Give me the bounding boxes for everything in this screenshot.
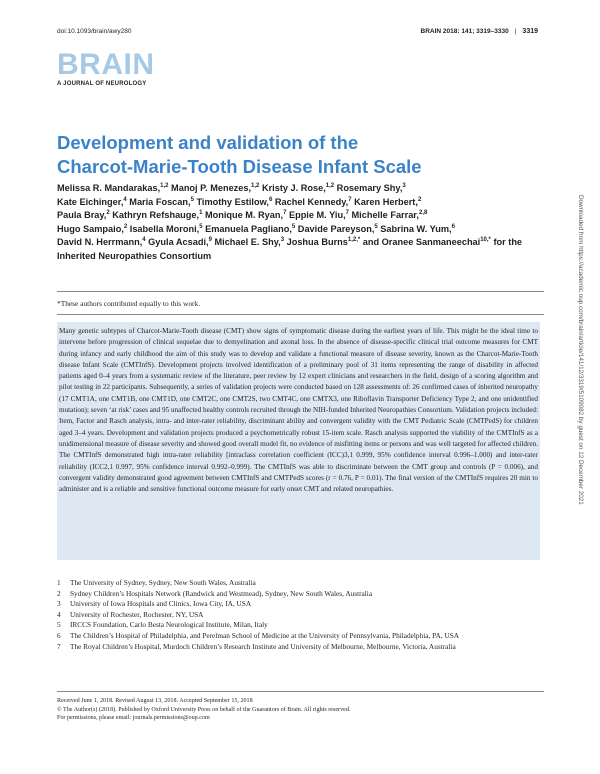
journal-name: BRAIN [57,48,155,81]
affiliation-item [57,599,527,610]
affiliation-number: 2 [57,588,61,598]
affiliation-text: IRCCS Foundation, Carlo Besta Neurological Institute, Milan, Italy [70,620,268,630]
author-name: Rachel Kennedy, [272,196,349,207]
divider [57,291,544,292]
author-name: Emanuela Pagliano, [202,223,292,234]
citation: BRAIN 2018: 141; 3319–3330 [420,28,509,35]
affiliation-number: 1 [57,578,61,587]
author-name: Joshua Burns [284,237,348,247]
affiliation-item [57,631,527,642]
permissions-notice: For permissions, please email: journals.permissions@oup.com [57,715,210,722]
affiliation-text: University of Rochester, Rochester, NY, USA [70,609,204,619]
affiliation-text: University of Iowa Hospitals and Clinics, Iowa City, IA, USA [70,599,252,609]
author-list [57,182,557,263]
author-affiliation: 1,2 [160,182,169,189]
author-affiliation: 3 [402,182,406,189]
divider [57,691,544,692]
author-affiliation: 2 [123,223,128,230]
consortium-name: for the Inherited Neuropathies Consortium [57,237,523,261]
author-name: Michael E. Shy, [211,237,281,247]
author-affiliation: 5 [291,223,296,230]
abstract: Many genetic subtypes of Charcot-Marie-Tooth disease (CMT) show signs of symptomatic disease during the earliest years of life. This might be the ideal time to intervene before progression of clinical sequelae due to demyelination and axonal loss. In the absence of disease-specific clinical trial outcome measures for CMT during infancy and early childhood the aim of this study was to develop and validate a functional measure of disease severity, known as the Charcot-Marie-Tooth disease Infant Scale (CMTInfS). Development projects involved identification of a preliminary pool of 31 items representing the range of disability in affected patients aged 0–4 years from a systematic review of the literature, peer review by 12 expert clinicians and researchers in the field, design of a scoring algorithm and pilot testing in 22 participants. Subsequently, a series of validation projects were conducted based on 128 assessments of: 26 confirmed cases of inherited neuropathy (17 CMT1A, one CMT1B, one CMT1D, one CMT2C, one CMT2S, two CMT4C, one CMTX3, one Riboflavin Transporter Deficiency Type 2, and one unidentified mutation); seven ‘at risk’ cases and 95 unaffected healthy controls recruited through the NIH-funded Inherited Neuropathies Consortium. Validation projects included: Item, Factor and Rasch analysis, intra- and inter-rater reliability, discriminant ability and convergent validity with the CMT Pediatric Scale (CMTPedS) for children aged 3–4 years. Development and validation projects produced a psychometrically robust 15-item scale. Rasch analysis supported the viability of the CMTInfS as a unidimensional measure of disease severity and showed good overall model fit, no evidence of misfitting items or persons and was well targeted for affected children. The CMTInfS demonstrated high intra-rater reliability [intraclass correlation coefficient (ICC)3,1 0.999, 95% confidence interval 0.996–1.000) and inter-rater reliability (ICC2,1 0.997, 95% confidence interval 0.992–0.999). The CMTInfS was able to discriminate between the CMT group and controls (P = 0.006), and convergent validity demonstrated good agreement between CMTInfS and CMTPedS scores (r = 0.76, P = 0.01). The final version of the CMTInfS requires 20 min to administer and is a reliable and sensitive functional outcome measure for early onset CMT and related neuropathies. [57,322,540,560]
author-affiliation: 4 [123,196,127,203]
author-affiliation: 7 [283,209,287,216]
affiliation-text: The Royal Children’s Hospital, Murdoch Children’s Research Institute and University of Melbourne, Melbourne, Victoria, Australia [70,641,456,651]
author-affiliation: 2 [417,196,422,203]
author-affiliation: 1,2,* [347,236,361,243]
author-affiliation: 6 [451,223,455,230]
author-affiliation: 9 [208,236,212,243]
author-affiliation: 1,2 [251,182,260,189]
affiliation-number: 3 [57,599,61,609]
author-name: Hugo Sampaio, [57,223,124,234]
author-affiliation: 5 [190,196,194,203]
author-name: Isabella Moroni, [127,223,200,234]
author-affiliation: 1,2 [325,182,335,189]
divider [57,314,544,315]
author-name: David N. Herrmann, [57,237,143,247]
author-affiliation: 4 [142,236,146,243]
author-name: Timothy Estilow, [193,196,269,207]
author-name: Karen Herbert, [351,196,418,207]
title-line-1: Development and validation of the [57,132,359,153]
affiliation-number: 6 [57,630,61,640]
author-name: Monique M. Ryan, [202,210,284,220]
author-name: Davide Pareyson, [295,223,375,234]
affiliation-number: 4 [57,609,61,619]
affiliation-number: 5 [57,620,61,630]
author-affiliation: 7 [345,209,349,216]
author-name: Gyula Acsadi, [145,237,209,247]
author-affiliation: 5 [199,223,203,230]
author-name: Kathryn Refshauge, [109,210,200,220]
journal-subtitle: A JOURNAL OF NEUROLOGY [57,81,147,87]
affiliation-item [57,620,527,631]
affiliation-text: The Children’s Hospital of Philadelphia, and Perelman School of Medicine at the University of Pennsylvania, Philadelphia, PA, USA [70,630,460,640]
received-dates: Received June 1, 2018. Revised August 13, 2018. Accepted September 15, 2018 [57,698,253,704]
author-name: Melissa R. Mandarakas, [57,183,161,193]
citation-header [421,28,538,35]
author-name: Manoj P. Menezes, [168,183,252,193]
affiliation-item [57,589,527,600]
affiliation-item [57,578,527,589]
header-separator: | [514,28,517,35]
article-footer [57,697,350,723]
author-name: Kristy J. Rose, [259,183,326,193]
author-affiliation: 6 [268,196,273,203]
author-name: Kate Eichinger, [57,196,124,207]
affiliation-number: 7 [57,641,61,651]
doi-header: doi:10.1093/brain/awy280 [57,28,132,35]
author-affiliation: 10,* [480,236,491,243]
author-name: Rosemary Shy, [334,183,403,193]
affiliation-text: Sydney Children’s Hospitals Network (Randwick and Westmead), Sydney, New South Wales, Australia [70,588,373,598]
download-watermark [575,195,585,735]
author-name: Eppie M. Yiu, [286,210,346,220]
author-affiliation: 2,8 [418,209,428,216]
author-name: Paula Bray, [57,210,107,220]
affiliation-item [57,610,527,621]
article-title [57,131,537,179]
author-affiliation: 3 [280,236,285,243]
author-affiliation: 7 [348,196,352,203]
page-number: 3319 [522,28,538,35]
affiliation-text: The University of Sydney, Sydney, New South Wales, Australia [70,578,256,587]
equal-contribution-footnote: *These authors contributed equally to this work. [57,299,201,308]
author-name: and Oranee Sanmaneechai [360,237,481,247]
author-affiliation: 5 [374,223,378,230]
author-affiliation: 1 [199,209,203,216]
author-name: Sabrina W. Yum, [377,223,452,234]
affiliation-list [57,578,527,652]
title-line-2: Charcot-Marie-Tooth Disease Infant Scale [57,156,422,177]
download-note: Downloaded from https://academic.oup.com/brain/article/141/12/3319/5109082 by guest on 12 December 2021 [577,195,584,505]
affiliation-item [57,642,527,653]
author-name: Michelle Farrar, [348,210,419,220]
author-name: Maria Foscan, [126,196,191,207]
author-affiliation: 2 [106,209,110,216]
journal-logo [57,50,155,87]
copyright-notice: © The Author(s) (2018). Published by Oxford University Press on behalf of the Guarantors of Brain. All rights reserved. [57,706,351,713]
